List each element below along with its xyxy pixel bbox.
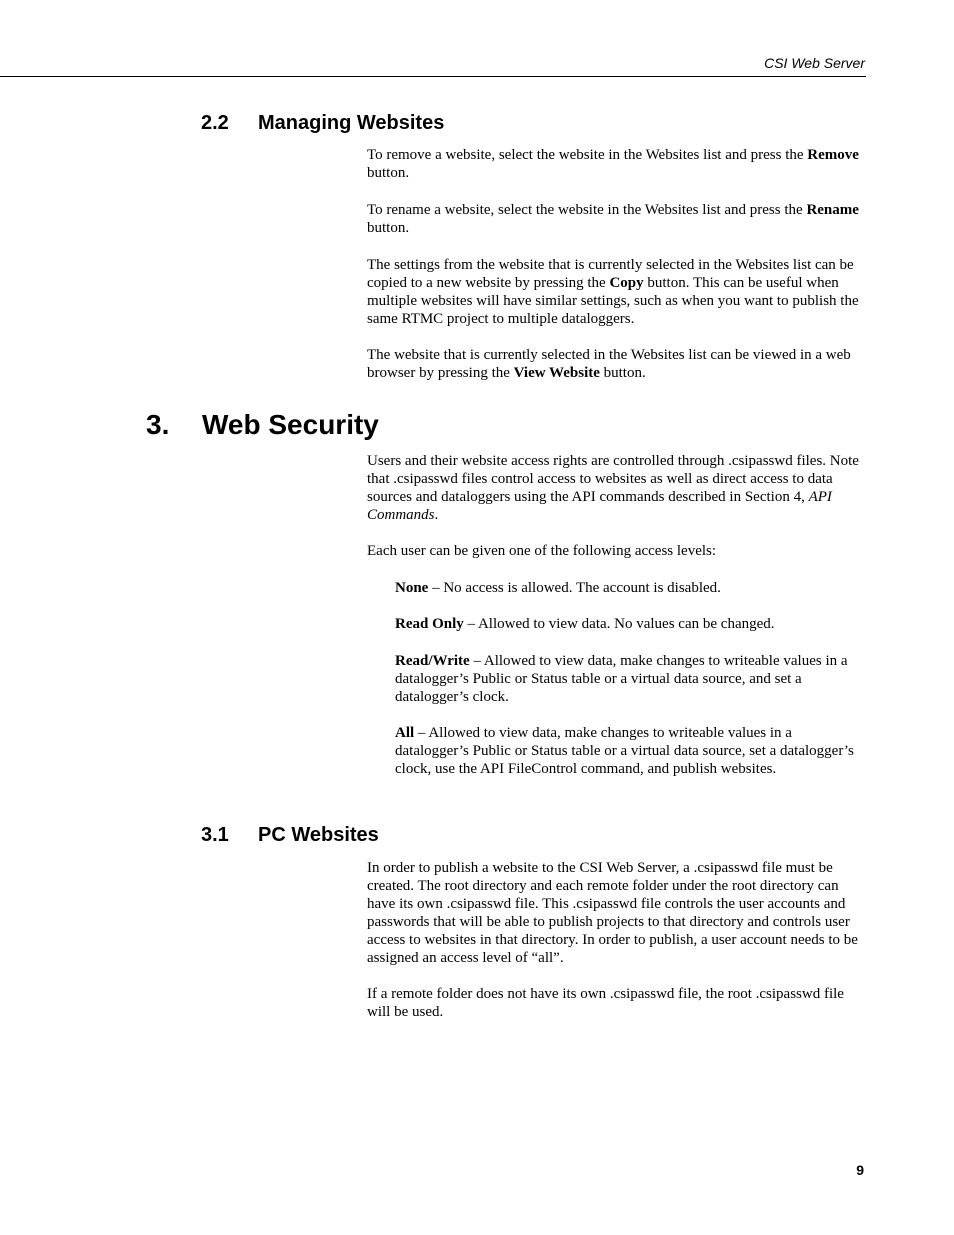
chapter-title: Web Security — [202, 409, 379, 440]
view-website-term: View Website — [513, 365, 600, 381]
header-rule — [0, 76, 866, 77]
rename-term: Rename — [806, 202, 859, 218]
heading-managing-websites — [201, 112, 444, 135]
paragraph-publish-website: In order to publish a website to the CSI Web Server, a .csipasswd file must be created. The root directory and each remote folder under the root directory can have its own .csipasswd file. This .csipasswd file controls the user accounts and passwords that will be able to publish projects to that directory and controls user access to websites in that directory. In order to publish, a user account needs to be assigned an access level of “all”. — [367, 860, 858, 966]
access-level-item: All – Allowed to view data, make changes to writeable values in a datalogger’s Public or Status table or a virtual data source, set a datalogger’s clock, use the API FileControl command, and publish websites. — [395, 725, 854, 777]
access-level-name: All — [395, 725, 415, 741]
access-level-name: Read/Write — [395, 653, 470, 669]
page-number: 9 — [856, 1162, 864, 1178]
heading-web-security — [146, 409, 379, 441]
access-level-name: None — [395, 580, 429, 596]
paragraph-copy-website: The settings from the website that is currently selected in the Websites list can be copied to a new website by pressing the Copy button. This can be useful when multiple websites will have similar settings, such as when you want to publish the same RTMC project to multiple dataloggers. — [367, 257, 859, 327]
section-number: 3.1 — [201, 824, 229, 846]
paragraph-access-levels-intro: Each user can be given one of the following access levels: — [367, 543, 717, 559]
paragraph-view-website: The website that is currently selected in the Websites list can be viewed in a web browser by pressing the View Website button. — [367, 347, 851, 381]
copy-term: Copy — [609, 275, 644, 291]
access-level-item: Read/Write – Allowed to view data, make changes to writeable values in a datalogger’s Public or Status table or a virtual data source, and set a datalogger’s clock. — [395, 653, 848, 705]
access-level-item: None – No access is allowed. The account is disabled. — [395, 580, 721, 596]
access-level-item: Read Only – Allowed to view data. No values can be changed. — [395, 616, 775, 632]
chapter-number: 3. — [146, 409, 170, 440]
section-title: PC Websites — [258, 824, 379, 846]
paragraph-csipasswd-intro: Users and their website access rights are controlled through .csipasswd files. Note that .csipasswd files control access to websites as well as direct access to data sources and dataloggers using the API commands described in Section 4, API Commands. — [367, 453, 859, 523]
heading-pc-websites — [201, 824, 379, 847]
section-title: Managing Websites — [258, 112, 445, 134]
paragraph-rename-website: To rename a website, select the website in the Websites list and press the Rename button. — [367, 202, 859, 236]
paragraph-remote-folder: If a remote folder does not have its own .csipasswd file, the root .csipasswd file will be used. — [367, 986, 844, 1020]
remove-term: Remove — [807, 147, 859, 163]
section-number: 2.2 — [201, 112, 229, 134]
running-header-title: CSI Web Server — [764, 55, 865, 71]
paragraph-remove-website: To remove a website, select the website in the Websites list and press the Remove button. — [367, 147, 859, 181]
access-level-name: Read Only — [395, 616, 464, 632]
api-commands-reference: API Commands — [367, 489, 832, 523]
